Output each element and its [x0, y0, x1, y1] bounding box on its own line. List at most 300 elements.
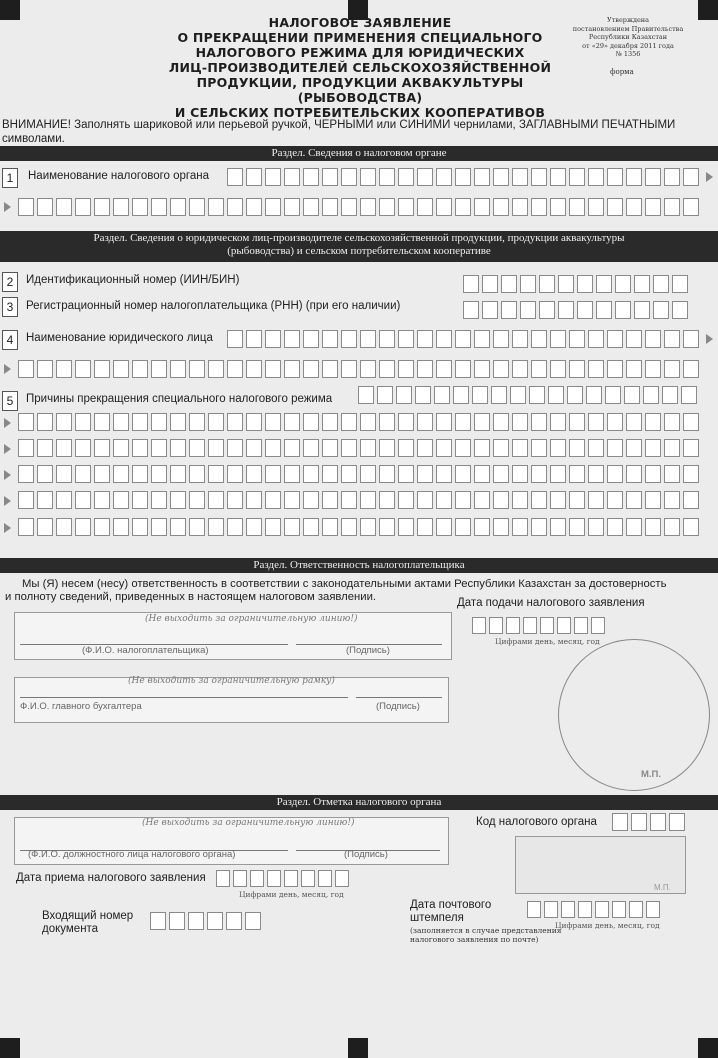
char-cell[interactable]: [151, 491, 167, 509]
char-cell[interactable]: [132, 491, 148, 509]
char-cell[interactable]: [132, 413, 148, 431]
char-cell[interactable]: [208, 518, 224, 536]
termination-reasons-cells-4[interactable]: [18, 465, 699, 483]
char-cell[interactable]: [664, 465, 680, 483]
char-cell[interactable]: [550, 168, 566, 186]
char-cell[interactable]: [37, 491, 53, 509]
char-cell[interactable]: [493, 168, 509, 186]
char-cell[interactable]: [455, 439, 471, 457]
char-cell[interactable]: [265, 465, 281, 483]
char-cell[interactable]: [132, 360, 148, 378]
char-cell[interactable]: [151, 413, 167, 431]
char-cell[interactable]: [216, 870, 230, 887]
char-cell[interactable]: [379, 330, 395, 348]
char-cell[interactable]: [436, 198, 452, 216]
char-cell[interactable]: [664, 330, 680, 348]
char-cell[interactable]: [132, 465, 148, 483]
legal-entity-name-cells-1[interactable]: [227, 330, 699, 348]
char-cell[interactable]: [341, 168, 357, 186]
char-cell[interactable]: [588, 439, 604, 457]
char-cell[interactable]: [569, 168, 585, 186]
char-cell[interactable]: [417, 439, 433, 457]
char-cell[interactable]: [417, 360, 433, 378]
char-cell[interactable]: [341, 518, 357, 536]
char-cell[interactable]: [474, 360, 490, 378]
char-cell[interactable]: [550, 330, 566, 348]
char-cell[interactable]: [335, 870, 349, 887]
char-cell[interactable]: [284, 360, 300, 378]
char-cell[interactable]: [653, 275, 669, 293]
char-cell[interactable]: [189, 360, 205, 378]
char-cell[interactable]: [360, 360, 376, 378]
char-cell[interactable]: [322, 330, 338, 348]
char-cell[interactable]: [436, 330, 452, 348]
char-cell[interactable]: [94, 413, 110, 431]
char-cell[interactable]: [265, 518, 281, 536]
char-cell[interactable]: [683, 518, 699, 536]
char-cell[interactable]: [550, 413, 566, 431]
char-cell[interactable]: [493, 413, 509, 431]
char-cell[interactable]: [227, 413, 243, 431]
char-cell[interactable]: [577, 275, 593, 293]
char-cell[interactable]: [455, 491, 471, 509]
char-cell[interactable]: [398, 465, 414, 483]
char-cell[interactable]: [624, 386, 640, 404]
char-cell[interactable]: [626, 360, 642, 378]
char-cell[interactable]: [463, 275, 479, 293]
char-cell[interactable]: [207, 912, 223, 930]
char-cell[interactable]: [662, 386, 678, 404]
char-cell[interactable]: [645, 168, 661, 186]
char-cell[interactable]: [474, 168, 490, 186]
char-cell[interactable]: [453, 386, 469, 404]
char-cell[interactable]: [607, 439, 623, 457]
char-cell[interactable]: [398, 413, 414, 431]
char-cell[interactable]: [472, 386, 488, 404]
char-cell[interactable]: [607, 413, 623, 431]
char-cell[interactable]: [250, 870, 264, 887]
char-cell[interactable]: [322, 168, 338, 186]
char-cell[interactable]: [265, 439, 281, 457]
char-cell[interactable]: [322, 360, 338, 378]
char-cell[interactable]: [132, 518, 148, 536]
char-cell[interactable]: [245, 912, 261, 930]
char-cell[interactable]: [94, 198, 110, 216]
char-cell[interactable]: [683, 168, 699, 186]
char-cell[interactable]: [634, 301, 650, 319]
char-cell[interactable]: [455, 413, 471, 431]
char-cell[interactable]: [683, 198, 699, 216]
char-cell[interactable]: [417, 413, 433, 431]
termination-reasons-cells-1[interactable]: [358, 386, 697, 404]
postmark-date-cells[interactable]: [527, 901, 660, 918]
char-cell[interactable]: [596, 275, 612, 293]
char-cell[interactable]: [341, 465, 357, 483]
char-cell[interactable]: [683, 413, 699, 431]
char-cell[interactable]: [493, 439, 509, 457]
char-cell[interactable]: [246, 330, 262, 348]
char-cell[interactable]: [512, 168, 528, 186]
char-cell[interactable]: [398, 168, 414, 186]
char-cell[interactable]: [322, 413, 338, 431]
char-cell[interactable]: [539, 275, 555, 293]
char-cell[interactable]: [664, 491, 680, 509]
char-cell[interactable]: [170, 360, 186, 378]
char-cell[interactable]: [37, 465, 53, 483]
char-cell[interactable]: [626, 330, 642, 348]
char-cell[interactable]: [94, 360, 110, 378]
char-cell[interactable]: [360, 439, 376, 457]
char-cell[interactable]: [415, 386, 431, 404]
char-cell[interactable]: [189, 518, 205, 536]
char-cell[interactable]: [683, 491, 699, 509]
termination-reasons-cells-6[interactable]: [18, 518, 699, 536]
char-cell[interactable]: [629, 901, 643, 918]
char-cell[interactable]: [56, 413, 72, 431]
char-cell[interactable]: [615, 301, 631, 319]
char-cell[interactable]: [607, 491, 623, 509]
char-cell[interactable]: [379, 518, 395, 536]
char-cell[interactable]: [645, 198, 661, 216]
char-cell[interactable]: [227, 198, 243, 216]
char-cell[interactable]: [626, 198, 642, 216]
char-cell[interactable]: [284, 168, 300, 186]
char-cell[interactable]: [94, 518, 110, 536]
char-cell[interactable]: [189, 439, 205, 457]
char-cell[interactable]: [341, 439, 357, 457]
char-cell[interactable]: [664, 413, 680, 431]
char-cell[interactable]: [569, 330, 585, 348]
char-cell[interactable]: [520, 301, 536, 319]
char-cell[interactable]: [615, 275, 631, 293]
char-cell[interactable]: [493, 491, 509, 509]
char-cell[interactable]: [169, 912, 185, 930]
char-cell[interactable]: [588, 465, 604, 483]
char-cell[interactable]: [664, 518, 680, 536]
char-cell[interactable]: [557, 617, 571, 634]
char-cell[interactable]: [94, 439, 110, 457]
char-cell[interactable]: [531, 491, 547, 509]
char-cell[interactable]: [208, 360, 224, 378]
char-cell[interactable]: [455, 518, 471, 536]
char-cell[interactable]: [18, 360, 34, 378]
char-cell[interactable]: [539, 301, 555, 319]
char-cell[interactable]: [227, 491, 243, 509]
char-cell[interactable]: [303, 360, 319, 378]
char-cell[interactable]: [436, 518, 452, 536]
char-cell[interactable]: [170, 439, 186, 457]
char-cell[interactable]: [303, 518, 319, 536]
char-cell[interactable]: [151, 518, 167, 536]
char-cell[interactable]: [113, 491, 129, 509]
char-cell[interactable]: [645, 413, 661, 431]
char-cell[interactable]: [489, 617, 503, 634]
char-cell[interactable]: [358, 386, 374, 404]
char-cell[interactable]: [463, 301, 479, 319]
char-cell[interactable]: [550, 518, 566, 536]
char-cell[interactable]: [208, 491, 224, 509]
char-cell[interactable]: [246, 439, 262, 457]
char-cell[interactable]: [607, 360, 623, 378]
rnn-cells[interactable]: [463, 301, 688, 319]
char-cell[interactable]: [588, 330, 604, 348]
char-cell[interactable]: [18, 465, 34, 483]
char-cell[interactable]: [681, 386, 697, 404]
char-cell[interactable]: [396, 386, 412, 404]
char-cell[interactable]: [341, 330, 357, 348]
char-cell[interactable]: [482, 275, 498, 293]
char-cell[interactable]: [75, 491, 91, 509]
char-cell[interactable]: [37, 518, 53, 536]
char-cell[interactable]: [569, 465, 585, 483]
char-cell[interactable]: [18, 491, 34, 509]
char-cell[interactable]: [398, 198, 414, 216]
char-cell[interactable]: [591, 617, 605, 634]
char-cell[interactable]: [550, 198, 566, 216]
char-cell[interactable]: [322, 491, 338, 509]
char-cell[interactable]: [512, 330, 528, 348]
char-cell[interactable]: [132, 198, 148, 216]
char-cell[interactable]: [303, 439, 319, 457]
char-cell[interactable]: [341, 413, 357, 431]
char-cell[interactable]: [548, 386, 564, 404]
char-cell[interactable]: [574, 617, 588, 634]
char-cell[interactable]: [113, 518, 129, 536]
char-cell[interactable]: [474, 465, 490, 483]
char-cell[interactable]: [646, 901, 660, 918]
char-cell[interactable]: [75, 413, 91, 431]
char-cell[interactable]: [577, 301, 593, 319]
char-cell[interactable]: [569, 413, 585, 431]
char-cell[interactable]: [246, 168, 262, 186]
char-cell[interactable]: [436, 439, 452, 457]
char-cell[interactable]: [527, 901, 541, 918]
char-cell[interactable]: [653, 301, 669, 319]
char-cell[interactable]: [75, 360, 91, 378]
char-cell[interactable]: [398, 330, 414, 348]
char-cell[interactable]: [643, 386, 659, 404]
char-cell[interactable]: [417, 465, 433, 483]
char-cell[interactable]: [607, 518, 623, 536]
legal-entity-name-cells-2[interactable]: [18, 360, 699, 378]
char-cell[interactable]: [303, 330, 319, 348]
char-cell[interactable]: [672, 301, 688, 319]
char-cell[interactable]: [360, 198, 376, 216]
char-cell[interactable]: [246, 198, 262, 216]
char-cell[interactable]: [567, 386, 583, 404]
char-cell[interactable]: [189, 465, 205, 483]
char-cell[interactable]: [520, 275, 536, 293]
char-cell[interactable]: [612, 813, 628, 831]
char-cell[interactable]: [578, 901, 592, 918]
char-cell[interactable]: [645, 491, 661, 509]
char-cell[interactable]: [512, 360, 528, 378]
char-cell[interactable]: [233, 870, 247, 887]
char-cell[interactable]: [586, 386, 602, 404]
char-cell[interactable]: [501, 275, 517, 293]
char-cell[interactable]: [512, 465, 528, 483]
char-cell[interactable]: [645, 360, 661, 378]
char-cell[interactable]: [170, 518, 186, 536]
char-cell[interactable]: [189, 413, 205, 431]
char-cell[interactable]: [531, 518, 547, 536]
char-cell[interactable]: [596, 301, 612, 319]
char-cell[interactable]: [398, 491, 414, 509]
char-cell[interactable]: [208, 439, 224, 457]
char-cell[interactable]: [664, 360, 680, 378]
char-cell[interactable]: [605, 386, 621, 404]
char-cell[interactable]: [501, 301, 517, 319]
char-cell[interactable]: [284, 465, 300, 483]
char-cell[interactable]: [246, 413, 262, 431]
termination-reasons-cells-5[interactable]: [18, 491, 699, 509]
char-cell[interactable]: [246, 491, 262, 509]
char-cell[interactable]: [588, 413, 604, 431]
char-cell[interactable]: [398, 439, 414, 457]
char-cell[interactable]: [550, 360, 566, 378]
char-cell[interactable]: [398, 518, 414, 536]
receipt-date-cells[interactable]: [216, 870, 349, 887]
char-cell[interactable]: [56, 360, 72, 378]
char-cell[interactable]: [379, 465, 395, 483]
char-cell[interactable]: [398, 360, 414, 378]
char-cell[interactable]: [561, 901, 575, 918]
char-cell[interactable]: [588, 198, 604, 216]
char-cell[interactable]: [474, 518, 490, 536]
char-cell[interactable]: [246, 360, 262, 378]
char-cell[interactable]: [322, 198, 338, 216]
termination-reasons-cells-2[interactable]: [18, 413, 699, 431]
char-cell[interactable]: [474, 198, 490, 216]
char-cell[interactable]: [645, 439, 661, 457]
char-cell[interactable]: [569, 198, 585, 216]
char-cell[interactable]: [284, 439, 300, 457]
char-cell[interactable]: [18, 413, 34, 431]
char-cell[interactable]: [208, 198, 224, 216]
char-cell[interactable]: [227, 360, 243, 378]
char-cell[interactable]: [540, 617, 554, 634]
char-cell[interactable]: [455, 360, 471, 378]
char-cell[interactable]: [37, 439, 53, 457]
char-cell[interactable]: [189, 198, 205, 216]
char-cell[interactable]: [626, 168, 642, 186]
char-cell[interactable]: [550, 491, 566, 509]
char-cell[interactable]: [569, 439, 585, 457]
char-cell[interactable]: [189, 491, 205, 509]
char-cell[interactable]: [379, 439, 395, 457]
char-cell[interactable]: [18, 439, 34, 457]
char-cell[interactable]: [75, 518, 91, 536]
char-cell[interactable]: [669, 813, 685, 831]
char-cell[interactable]: [645, 518, 661, 536]
char-cell[interactable]: [569, 360, 585, 378]
char-cell[interactable]: [550, 465, 566, 483]
char-cell[interactable]: [436, 491, 452, 509]
char-cell[interactable]: [208, 413, 224, 431]
char-cell[interactable]: [607, 465, 623, 483]
char-cell[interactable]: [664, 168, 680, 186]
char-cell[interactable]: [188, 912, 204, 930]
char-cell[interactable]: [512, 413, 528, 431]
char-cell[interactable]: [379, 413, 395, 431]
char-cell[interactable]: [379, 198, 395, 216]
char-cell[interactable]: [113, 413, 129, 431]
char-cell[interactable]: [150, 912, 166, 930]
char-cell[interactable]: [474, 491, 490, 509]
char-cell[interactable]: [360, 518, 376, 536]
char-cell[interactable]: [379, 491, 395, 509]
char-cell[interactable]: [113, 360, 129, 378]
char-cell[interactable]: [558, 301, 574, 319]
char-cell[interactable]: [626, 491, 642, 509]
char-cell[interactable]: [265, 168, 281, 186]
char-cell[interactable]: [56, 518, 72, 536]
tax-authority-name-cells-2[interactable]: [18, 198, 699, 216]
char-cell[interactable]: [634, 275, 650, 293]
char-cell[interactable]: [303, 491, 319, 509]
char-cell[interactable]: [531, 198, 547, 216]
char-cell[interactable]: [455, 168, 471, 186]
char-cell[interactable]: [436, 465, 452, 483]
char-cell[interactable]: [626, 465, 642, 483]
char-cell[interactable]: [531, 439, 547, 457]
char-cell[interactable]: [37, 413, 53, 431]
char-cell[interactable]: [588, 518, 604, 536]
char-cell[interactable]: [246, 465, 262, 483]
char-cell[interactable]: [607, 330, 623, 348]
char-cell[interactable]: [227, 439, 243, 457]
char-cell[interactable]: [360, 330, 376, 348]
char-cell[interactable]: [529, 386, 545, 404]
char-cell[interactable]: [227, 518, 243, 536]
char-cell[interactable]: [379, 360, 395, 378]
char-cell[interactable]: [322, 518, 338, 536]
char-cell[interactable]: [284, 330, 300, 348]
char-cell[interactable]: [170, 198, 186, 216]
char-cell[interactable]: [683, 360, 699, 378]
char-cell[interactable]: [75, 198, 91, 216]
char-cell[interactable]: [474, 439, 490, 457]
char-cell[interactable]: [588, 360, 604, 378]
char-cell[interactable]: [417, 518, 433, 536]
char-cell[interactable]: [491, 386, 507, 404]
char-cell[interactable]: [227, 330, 243, 348]
char-cell[interactable]: [75, 439, 91, 457]
char-cell[interactable]: [512, 198, 528, 216]
char-cell[interactable]: [265, 413, 281, 431]
char-cell[interactable]: [265, 360, 281, 378]
char-cell[interactable]: [56, 439, 72, 457]
char-cell[interactable]: [94, 491, 110, 509]
char-cell[interactable]: [531, 168, 547, 186]
char-cell[interactable]: [588, 491, 604, 509]
submission-date-cells[interactable]: [472, 617, 605, 634]
char-cell[interactable]: [303, 198, 319, 216]
char-cell[interactable]: [645, 330, 661, 348]
char-cell[interactable]: [170, 491, 186, 509]
char-cell[interactable]: [303, 413, 319, 431]
char-cell[interactable]: [569, 491, 585, 509]
char-cell[interactable]: [550, 439, 566, 457]
char-cell[interactable]: [672, 275, 688, 293]
char-cell[interactable]: [531, 330, 547, 348]
char-cell[interactable]: [226, 912, 242, 930]
char-cell[interactable]: [56, 491, 72, 509]
tax-authority-name-cells-1[interactable]: [227, 168, 699, 186]
char-cell[interactable]: [417, 330, 433, 348]
char-cell[interactable]: [208, 465, 224, 483]
char-cell[interactable]: [683, 465, 699, 483]
